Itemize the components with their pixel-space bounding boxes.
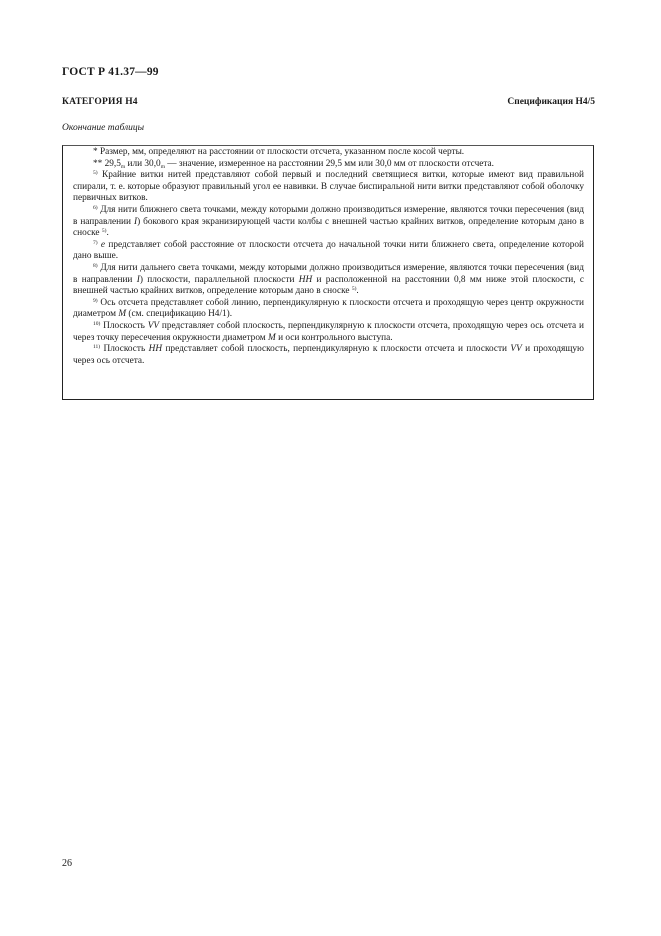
footnote-reference: 5) — [101, 228, 107, 235]
footnote-text: и проходящую через ось отсчета. — [73, 344, 584, 366]
footnote-text: (см. спецификацию Н4/1). — [126, 309, 233, 320]
footnote-italic: I — [133, 216, 138, 227]
footnote-text: представляет собой плоскость, перпендикулярную к плоскости отсчета, проходящую через ось отсчета и через точку пересечения окружности диаметром — [73, 320, 584, 343]
footnote-marker: 10) — [93, 320, 101, 327]
footnote-italic: НН — [298, 274, 313, 285]
footnote-9 — [73, 298, 584, 321]
footnote-text: Крайние витки нитей представляют собой первый и последний светящиеся витки, которые имеют вид правильной спирали, т. е. которые образуют правильный угол ее навивки. В случае биспиральной нити витки представляют собой оболочку первичных витков. — [73, 170, 584, 204]
footnote-marker: 11) — [93, 344, 101, 351]
footnote-text: Плоскость — [100, 320, 148, 331]
footnote-text: Для нити дальнего света точками, между которыми должно производиться измерение, являются точки пересечения (вид в направлении — [73, 262, 584, 285]
footnote-subscript: m — [160, 163, 165, 170]
category-heading: КАТЕГОРИЯ Н4 — [62, 97, 138, 107]
footnote-8 — [73, 263, 584, 298]
footnote-text: ** 29,5 — [93, 158, 121, 169]
footnote-text: Для нити ближнего света точками, между которыми должно производиться измерение, являются точки пересечения (вид в направлении — [73, 204, 584, 227]
footnote-marker: 9) — [93, 297, 98, 304]
specification-label: Спецификация Н4/5 — [507, 97, 595, 107]
footnote-italic: VV — [147, 320, 160, 331]
footnote-text: представляет собой расстояние от плоскости отсчета до начальной точки нити ближнего света, определение которой дано выше. — [73, 239, 584, 262]
footnote-text: и оси контрольного выступа. — [275, 332, 393, 343]
footnote-7 — [73, 240, 584, 263]
footnote-text: — значение, измеренное на расстоянии 29,5 мм или 30,0 мм от плоскости отсчета. — [164, 158, 494, 169]
footnote-text: . — [106, 228, 109, 239]
footnote-reference: 5) — [351, 286, 357, 293]
footnote-10 — [73, 321, 584, 344]
footnote-italic: М — [118, 309, 127, 320]
table-continuation-caption: Окончание таблицы — [62, 123, 145, 133]
footnote-marker: 8) — [93, 262, 98, 269]
standard-code: ГОСТ Р 41.37—99 — [62, 66, 159, 78]
footnote-subscript: m — [120, 163, 126, 170]
footnote-text: Ось отсчета представляет собой линию, перпендикулярную к плоскости отсчета и проходящую через центр окружности диаметром — [73, 297, 584, 320]
footnote-italic: М — [268, 332, 276, 343]
page-number: 26 — [62, 858, 72, 869]
footnote-11 — [73, 344, 584, 367]
footnote-text: представляет собой плоскость, перпендикулярную к плоскости отсчета и плоскости — [162, 344, 511, 355]
footnote-italic: НН — [148, 344, 163, 355]
footnote-double-star — [73, 159, 584, 171]
footnote-italic: VV — [510, 344, 522, 355]
footnote-italic: I — [136, 274, 140, 285]
footnote-star: * Размер, мм, определяют на расстоянии от плоскости отсчета, указанном после косой черты. — [93, 147, 465, 157]
footnote-5 — [73, 170, 584, 205]
footnote-text: . — [356, 286, 359, 297]
footnote-italic: e — [100, 239, 106, 250]
footnote-6 — [73, 205, 584, 240]
footnote-marker: 5) — [93, 170, 98, 177]
footnote-marker: 6) — [93, 204, 98, 211]
footnote-marker: 7) — [93, 239, 98, 246]
table-footnotes-box — [62, 145, 594, 400]
footnote-text: ) плоскости, параллельной плоскости — [139, 274, 299, 285]
footnote-text: Плоскость — [100, 344, 149, 355]
footnote-text: и расположенной на расстоянии 0,8 мм ниже этой плоскости, с внешней частью крайних витков, определение которым дано в сноске — [73, 274, 584, 297]
footnote-text: ) бокового края экранизирующей части колбы с внешней частью крайних витков, определение которым дано в сноске — [73, 216, 584, 239]
footnote-text: или 30,0 — [125, 158, 161, 169]
